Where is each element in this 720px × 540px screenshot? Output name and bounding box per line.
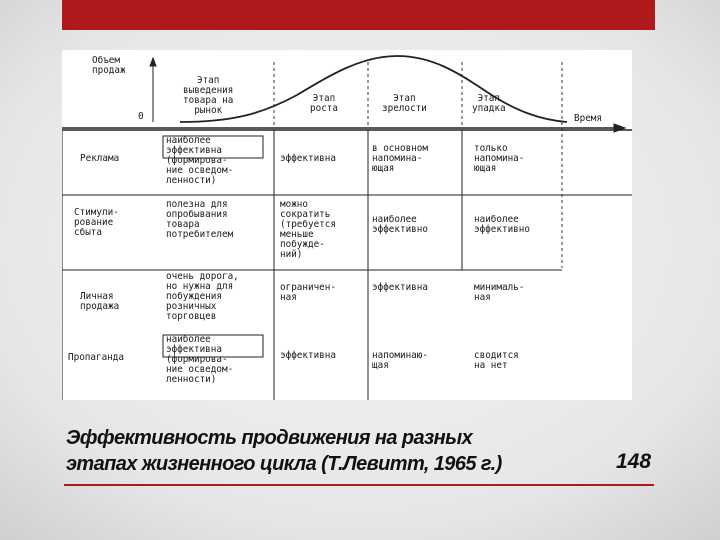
table-cell: очень дорога, но нужна для побуждения розничных торговцев [166,271,239,322]
stage-label: Этап роста [310,93,338,114]
table-cell: можно сократить (требуется меньше побужде- ний) [280,199,336,260]
table-cell: наиболее эффективно [474,214,530,235]
y-axis-arrow [150,58,156,66]
row-label: Стимули- рование сбыта [74,207,119,238]
table-cell: ограничен- ная [280,282,336,303]
caption-line: Эффективность продвижения на разных [66,427,473,449]
table-cell: наиболее эффективна (формирова- ние осведом- ленности) [166,135,234,186]
table-cell: в основном напомина- ющая [372,143,428,174]
top-accent-bar [62,0,655,30]
diagram-lines [62,50,632,400]
row-label: Реклама [80,153,120,164]
table-cell: эффективна [280,153,336,164]
row-label: Личная продажа [80,291,120,312]
table-cell: сводится на нет [474,350,519,371]
x-axis-arrow [614,124,625,132]
table-cell: только напомина- ющая [474,143,525,174]
stage-label: Этап зрелости [382,93,427,114]
stage-label: Этап выведения товара на рынок [183,75,234,116]
caption-line: этапах жизненного цикла (Т.Левитт, 1965 г.) [66,453,502,475]
table-cell: напоминаю- щая [372,350,428,371]
table-cell: эффективна [372,282,428,293]
lifecycle-curve [180,56,567,122]
lifecycle-diagram [62,50,632,400]
origin-label: 0 [138,111,144,122]
y-axis-label: Объем продаж [92,55,126,76]
slide-caption [66,425,586,477]
table-cell: наиболее эффективна (формирова- ние осведом- ленности) [166,334,234,385]
table-cell: эффективна [280,350,336,361]
row-label: Пропаганда [68,352,124,363]
table-cell: минималь- ная [474,282,525,303]
caption-underline [64,484,654,486]
page-number: 148 [616,450,652,473]
table-cell: наиболее эффективно [372,214,428,235]
stage-label: Этап упадка [472,93,506,114]
x-axis-label: Время [574,113,602,124]
table-cell: полезна для опробывания товара потребителем [166,199,234,240]
